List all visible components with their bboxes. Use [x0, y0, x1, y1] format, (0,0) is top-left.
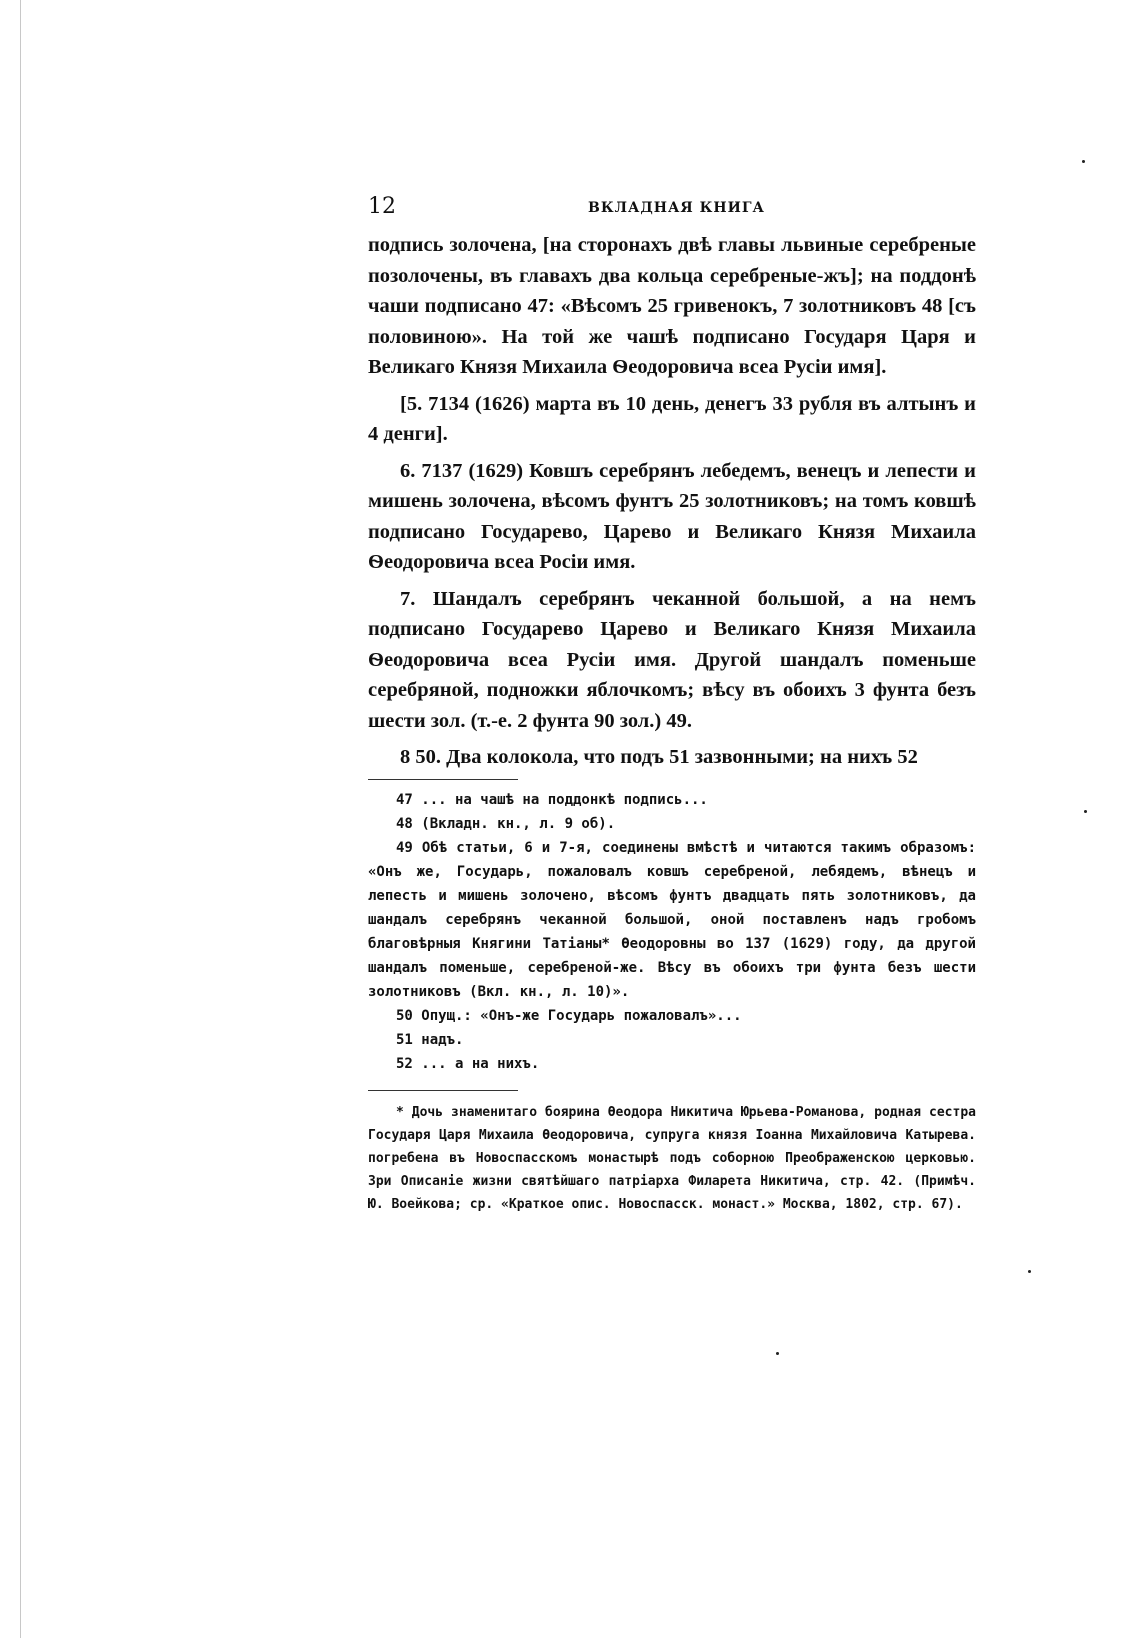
footnote: 47 ... на чашѣ на поддонкѣ подпись...	[396, 791, 708, 808]
paragraph: 7. Шандалъ серебрянъ чеканной большой, а на немъ подписано Государево Царево и Великаго Князя Михаила Ѳеодоровича всеа Русіи имя. Другой шандалъ поменьше серебряной, подножки яблочкомъ; вѣсу въ обоихъ 3 фунта безъ шести зол. (т.-е. 2 фунта 90 зол.) 49.	[368, 587, 976, 732]
footnote: 51 надъ.	[396, 1031, 464, 1048]
main-text	[368, 230, 976, 773]
footnote: 48 (Вкладн. кн., л. 9 об).	[396, 815, 616, 832]
footnote: 52 ... а на нихъ.	[396, 1055, 540, 1072]
footnote-divider	[368, 779, 518, 780]
editor-subnote	[368, 1101, 976, 1216]
running-title: ВКЛАДНАЯ КНИГА	[588, 200, 765, 216]
footnote: 50 Опущ.: «Онъ-же Государь пожаловалъ»...	[396, 1007, 742, 1024]
running-head	[368, 190, 976, 230]
book-page	[368, 190, 976, 1216]
scan-speck	[1084, 810, 1087, 813]
paragraph: подпись золочена, [на сторонахъ двѣ главы львиные серебреные позолочены, въ главахъ два кольца серебреные-жъ]; на поддонѣ чаши подписано 47: «Вѣсомъ 25 гривенокъ, 7 золотниковъ 48 [съ половиною». На той же чашѣ подписано Государя Царя и Великаго Князя Михаила Ѳеодоровича всеа Русіи имя].	[368, 234, 976, 378]
scan-edge-line	[20, 0, 21, 1638]
page-number: 12	[368, 194, 396, 219]
paragraph: 6. 7137 (1629) Ковшъ серебрянъ лебедемъ, венецъ и лепести и мишень золочена, вѣсомъ фунтъ 25 золотниковъ; на томъ ковшѣ подписано Государево, Царево и Великаго Князя Михаила Ѳеодоровича всеа Росіи имя.	[368, 459, 976, 573]
paragraph: 8 50. Два колокола, что подъ 51 зазвонными; на нихъ 52	[400, 746, 918, 768]
scan-speck	[1028, 1270, 1031, 1273]
scan-speck	[1082, 160, 1085, 163]
paragraph: [5. 7134 (1626) марта въ 10 день, денегъ 33 рубля въ алтынъ и 4 денги].	[368, 392, 976, 445]
subnote-divider	[368, 1090, 518, 1091]
subnote-text: * Дочь знаменитаго боярина Ѳеодора Никитича Юрьева-Романова, родная сестра Государя Царя Михаила Ѳеодоровича, супруга князя Іоанна Михайловича Катырева. погребена въ Новоспасскомъ монастырѣ подъ соборною Преображенскою церковью. Зри Описаніе жизни святѣйшаго патріарха Филарета Никитича, стр. 42. (Примѣч. Ю. Воейкова; ср. «Краткое опис. Новоспасск. монаст.» Москва, 1802, стр. 67).	[368, 1104, 976, 1212]
footnote: 49 Обѣ статьи, 6 и 7-я, соединены вмѣстѣ и читаются такимъ образомъ: «Онъ же, Государь, пожаловалъ ковшъ серебреной, лебядемъ, вѣнецъ и лепесть и мишень золочено, вѣсомъ фунтъ двадцать пять золотниковъ, да шандалъ серебрянъ чеканной большой, оной поставленъ надъ гробомъ благовѣрныя Княгини Татіаны* Ѳеодоровны во 137 (1629) году, да другой шандалъ поменьше, серебреной-же. Вѣсу въ обоихъ три фунта безъ шести золотниковъ (Вкл. кн., л. 10)».	[368, 839, 976, 1000]
scan-speck	[776, 1352, 779, 1355]
footnotes	[368, 788, 976, 1076]
